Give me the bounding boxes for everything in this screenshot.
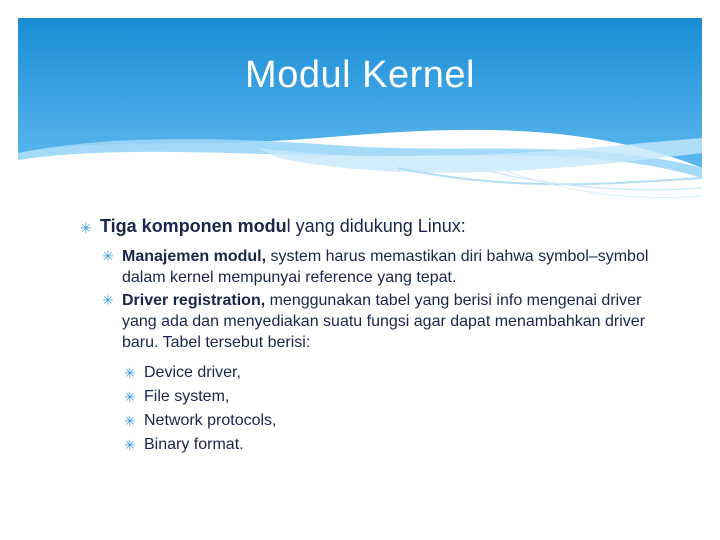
sub-bullet-text: Network protocols, bbox=[144, 412, 277, 429]
bullet-text: l yang didukung Linux: bbox=[286, 216, 466, 236]
bullet-text: system harus memastikan diri bahwa symbol–symbol dalam kernel mempunyai reference yang tepat. bbox=[122, 248, 649, 286]
sub-bullet-item bbox=[124, 433, 680, 457]
bullet-driver-registration bbox=[102, 290, 680, 353]
slide-title: Modul Kernel bbox=[245, 54, 475, 96]
bullet-text: menggunakan tabel yang berisi info mengenai driver yang ada dan menyediakan suatu fungsi agar dapat menambahkan driver baru. Tabel tersebut berisi: bbox=[122, 292, 646, 351]
banner-wave-graphic bbox=[18, 18, 702, 200]
sub-bullet-text: Binary format. bbox=[144, 436, 244, 453]
asterisk-bullet-icon: ✳ bbox=[80, 220, 92, 236]
bullet-manajemen-modul bbox=[102, 246, 680, 288]
asterisk-bullet-icon: ✳ bbox=[124, 437, 136, 453]
bullet-bold-text: Tiga komponen modu bbox=[100, 216, 287, 236]
asterisk-bullet-icon: ✳ bbox=[102, 248, 114, 264]
sub-bullet-text: File system, bbox=[144, 388, 230, 405]
sub-bullet-item bbox=[124, 361, 680, 385]
sub-bullet-text: Device driver, bbox=[144, 364, 241, 381]
bullet-list bbox=[80, 214, 680, 457]
bullet-bold-text: Manajemen modul, bbox=[122, 248, 267, 265]
sub-bullet-item bbox=[124, 385, 680, 409]
asterisk-bullet-icon: ✳ bbox=[124, 389, 136, 405]
asterisk-bullet-icon: ✳ bbox=[102, 292, 114, 308]
asterisk-bullet-icon: ✳ bbox=[124, 365, 136, 381]
sub-bullet-item bbox=[124, 409, 680, 433]
title-banner bbox=[18, 18, 702, 200]
bullet-level1 bbox=[80, 214, 680, 238]
asterisk-bullet-icon: ✳ bbox=[124, 413, 136, 429]
bullet-bold-text: Driver registration, bbox=[122, 292, 266, 309]
